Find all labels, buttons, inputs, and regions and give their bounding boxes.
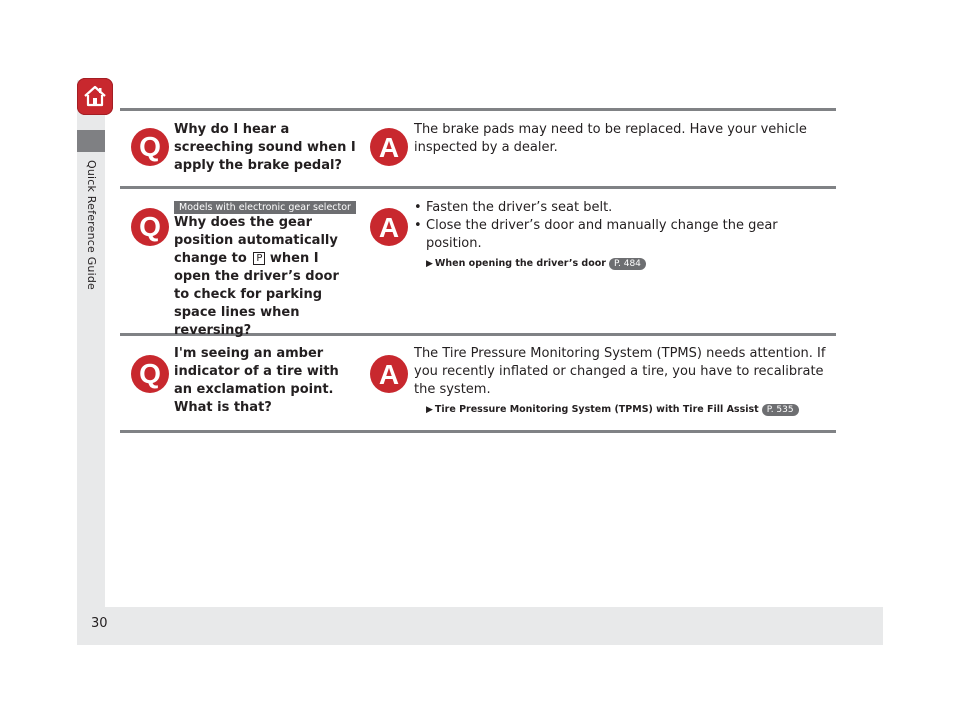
- page-reference[interactable]: [426, 255, 834, 273]
- answer-block: [414, 345, 834, 419]
- gear-p-key: P: [253, 252, 265, 265]
- page-ref-badge[interactable]: P. 484: [609, 258, 646, 270]
- question-icon: [130, 207, 170, 247]
- page-ref-badge[interactable]: P. 535: [762, 404, 799, 416]
- section-tab-marker: [77, 130, 105, 152]
- question-text-part: Why does the gear position automatically change to: [174, 215, 338, 266]
- question-letter: Q: [139, 131, 161, 162]
- answer-bullet: • Close the driver’s door and manually change the gear position.: [414, 217, 834, 253]
- reference-arrow-icon: ▶: [426, 259, 433, 269]
- answer-icon: [369, 127, 409, 167]
- question-text: I'm seeing an amber indicator of a tire with an exclamation point. What is that?: [174, 346, 339, 415]
- page-reference[interactable]: [426, 401, 834, 419]
- divider: [120, 186, 836, 189]
- reference-text: Tire Pressure Monitoring System (TPMS) with Tire Fill Assist: [434, 404, 759, 415]
- model-tag: Models with electronic gear selector: [174, 201, 356, 214]
- answer-letter: A: [378, 359, 400, 390]
- answer-bullet: • Fasten the driver’s seat belt.: [414, 199, 834, 217]
- question-letter: Q: [139, 358, 161, 389]
- answer-icon: [369, 207, 409, 247]
- question-text-part: when I open the driver’s door to check for parking space lines when reversing?: [174, 251, 339, 338]
- page-number: 30: [91, 616, 108, 631]
- question-text: Why do I hear a screeching sound when I apply the brake pedal?: [174, 122, 356, 173]
- home-icon: [82, 83, 108, 109]
- answer-list: [414, 199, 834, 273]
- reference-text: When opening the driver’s door: [434, 258, 606, 269]
- side-section-label: [85, 160, 99, 300]
- divider: [120, 430, 836, 433]
- divider: [120, 108, 836, 111]
- answer-text: The Tire Pressure Monitoring System (TPMS) needs attention. If you recently inflated or changed a tire, you have to recalibrate the system.: [414, 346, 826, 397]
- question-letter: Q: [139, 211, 161, 242]
- reference-arrow-icon: ▶: [426, 405, 433, 415]
- answer-icon: [369, 354, 409, 394]
- answer-text: The brake pads may need to be replaced. Have your vehicle inspected by a dealer.: [414, 122, 807, 155]
- question-icon: [130, 354, 170, 394]
- question-text: [174, 214, 356, 340]
- home-button[interactable]: [77, 78, 113, 115]
- answer-letter: A: [378, 132, 400, 163]
- question-icon: [130, 127, 170, 167]
- side-label-text: Quick Reference Guide: [85, 160, 98, 290]
- answer-letter: A: [378, 212, 400, 243]
